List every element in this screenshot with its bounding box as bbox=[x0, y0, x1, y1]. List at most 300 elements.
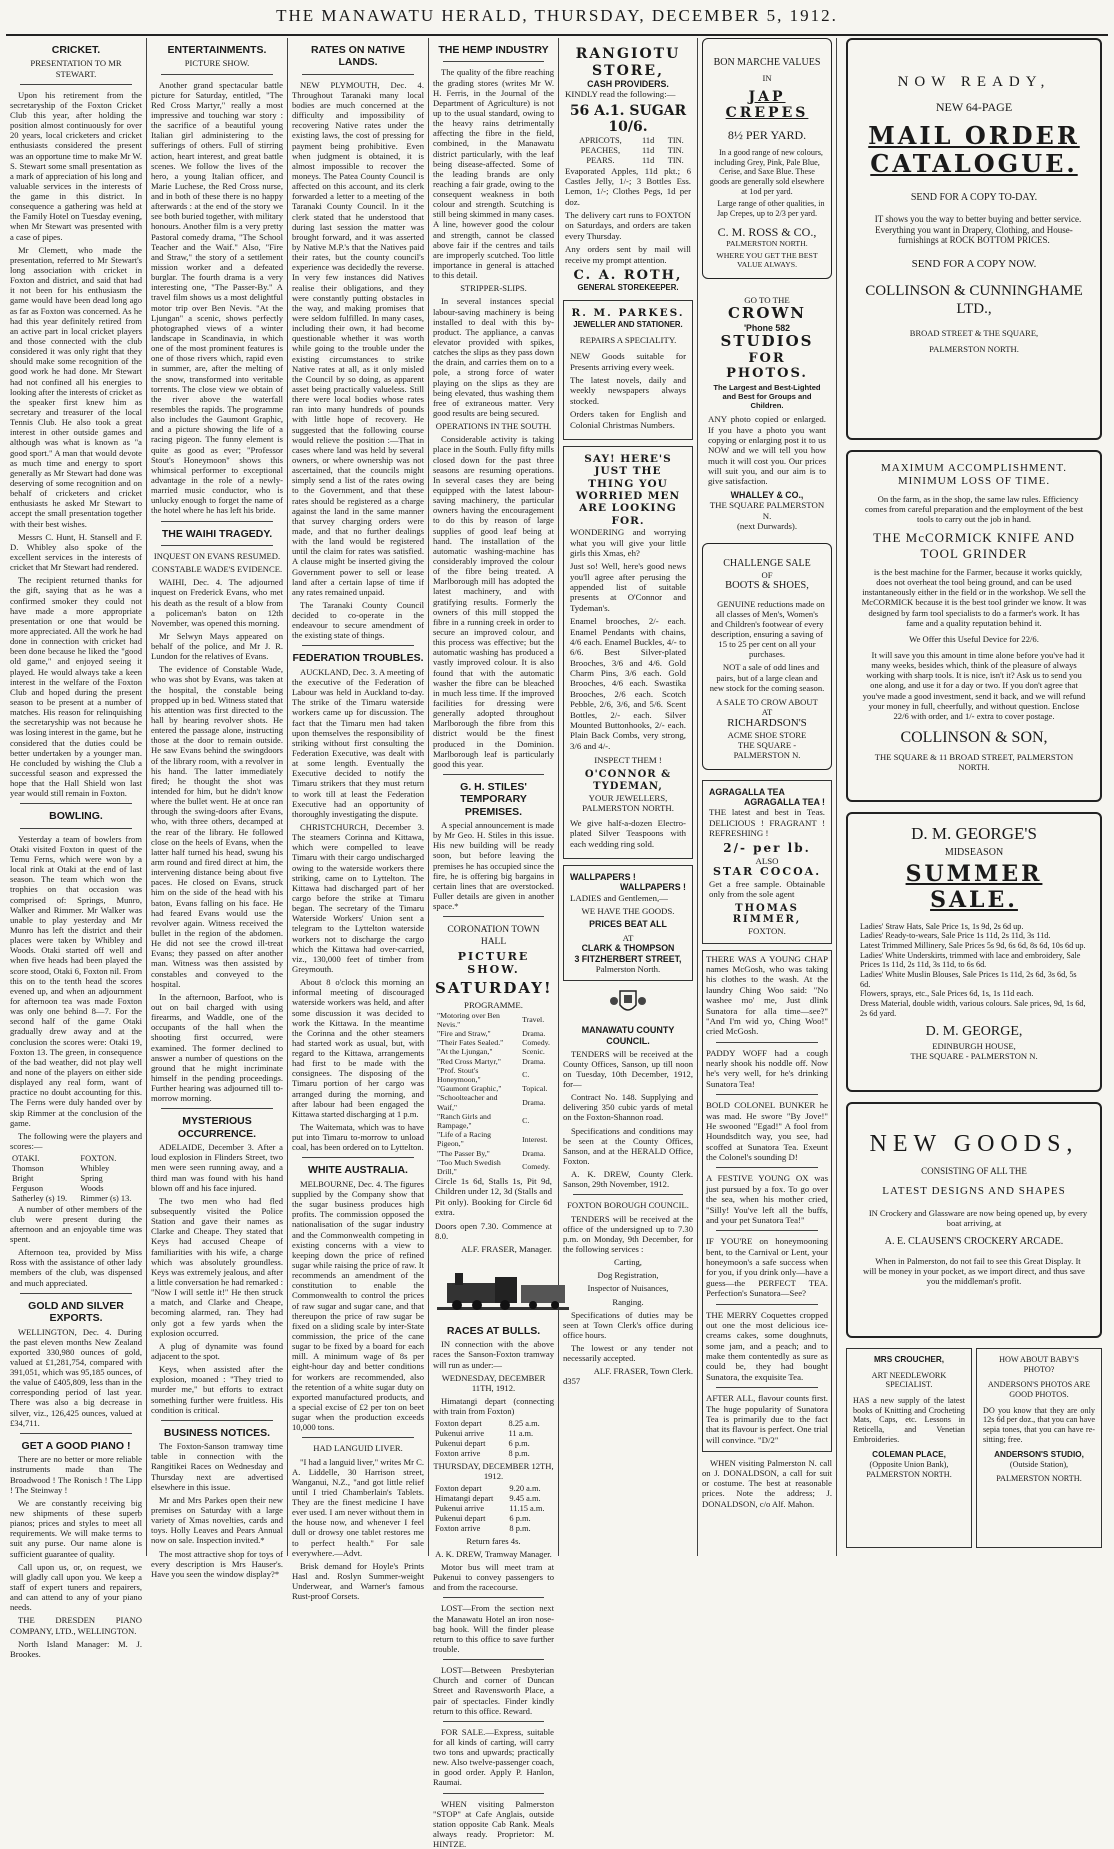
white-australia-paragraph: MELBOURNE, Dec. 4. The figures supplied by the Company show that the sugar business produces high profits. The commission opposed the nationalisation of the sugar industry and the Commonwealth competing in existing concerns with a view to keeping down the price of refined sugar while raising the price of raw. It recommends an amendment of the constitution to enable the Commonwealth to control the prices of raw sugar and sugar cane, and that thereupon the price of raw sugar be fixed on a sliding scale by inter-State commission, the price of the cane sugar to be fixed by a board for each mill. A minimum wage of 8s per eight-hour day and better conditions for workers are recommended, also the retention of a white sugar duty on exported manufactured products, and a special excise of £2 per ton on beet sugar when the production exceeds 10,000 tons. bbox=[292, 1178, 424, 1433]
score-cell: Ferguson bbox=[12, 1183, 44, 1193]
programme-type: Topical. bbox=[522, 1084, 548, 1094]
bowling-paragraph: Afternoon tea, provided by Miss Ross with the assistance of other lady members of the club, was dispensed and much appreciated. bbox=[10, 1247, 142, 1288]
parkes-text: NEW Goods suitable for Presents arriving every week. bbox=[570, 351, 686, 372]
borough-item: Ranging. bbox=[612, 1296, 644, 1307]
challenge-slogan: A SALE TO CROW ABOUT bbox=[716, 696, 818, 707]
separator bbox=[443, 1659, 544, 1660]
catalogue-text: IT shows you the way to better buying and better service. Everything you want in Drapery, Clothing, and House-furnishings at ROCK BOTTOM PRICES. bbox=[874, 214, 1082, 246]
score-cell: Woods bbox=[80, 1183, 104, 1193]
coronation-title: CORONATION TOWN HALL bbox=[447, 925, 540, 947]
catalogue-title: CATALOGUE. bbox=[870, 149, 1078, 179]
donaldson-ad: WHEN visiting Palmerston N. call on J. DONALDSON, a call for suit or costume. The best at reasonable prices. Note the address; J. DONALDSON, c/o Alf. Mahon. bbox=[702, 1458, 832, 1509]
agragalla-place: FOXTON. bbox=[748, 926, 786, 937]
sunatora-limerick: AFTER ALL, flavour counts first. The huge popularity of Sunatora Tea is primarily due to the fact that its flavour is perfect. One trial will convince. "D/2" bbox=[706, 1393, 828, 1445]
council-signature: A. K. DREW, County Clerk. Sanson, 29th November, 1912. bbox=[563, 1169, 693, 1190]
coronation-times: Doors open 7.30. Commence at 8.0. bbox=[435, 1220, 552, 1241]
mysterious-paragraph: Keys, when assisted after the explosion, moaned : "They tried to murder me," but efforts to extract something further were fruitless. His condition is critical. bbox=[151, 1364, 283, 1415]
federation-paragraph: AUCKLAND, Dec. 3. A meeting of the executive of the Federation of Labour was held in Auckland to-day. The strike of the Timaru waterside workers came up for discussion. The fact that the Timaru men had taken upon themselves the responsibility of striking without first consulting the Federation Executive, was dealt with at some length. Eventually the Executive decided to notify the Timaru strikers that they must return to work till at least the Federation Executive had an opportunity of thoroughly investigating the dispute. bbox=[292, 666, 424, 819]
wallpapers-ad bbox=[563, 865, 693, 981]
programme-title: "Their Fates Sealed." bbox=[437, 1038, 504, 1048]
classified-cafe: WHEN visiting Palmerston "STOP" at Cafe Anglais, outside station opposite Cab Rank. Meals always ready. Proprietor: M. HINTZE. bbox=[433, 1798, 554, 1849]
programme-type: C. bbox=[522, 1070, 530, 1080]
borough-heading: FOXTON BOROUGH COUNCIL. bbox=[567, 1200, 689, 1211]
sunatora-limerick: PADDY WOFF had a cough nearly shook his noddle off. Now he's very well, for he's drinking Sunatora Tea! bbox=[706, 1047, 828, 1089]
column-3 bbox=[288, 38, 428, 1602]
rangiotu-text: Evaporated Apples, 11d pkt.; 6 Castles Jelly, 1/-; 3 Bottles Ess. Lemon, 1/-; Clothes Pegs, 1d per doz. bbox=[565, 165, 691, 207]
scores-header: FOXTON. bbox=[80, 1154, 117, 1164]
wallpapers-place: Palmerston North. bbox=[595, 963, 661, 974]
races-heading: RACES AT BULLS. bbox=[446, 1324, 541, 1337]
challenge-title: BOOTS & SHOES, bbox=[725, 580, 809, 592]
programme-type: Interest. bbox=[522, 1134, 548, 1144]
agragalla-also: ALSO bbox=[755, 855, 779, 866]
piano-heading: GET A GOOD PIANO ! bbox=[21, 1439, 131, 1452]
borough-signature: ALF. FRASER, Town Clerk. bbox=[593, 1366, 693, 1377]
bowling-scores-table bbox=[10, 1154, 142, 1204]
hemp-paragraph: The quality of the fibre reaching the grading stores (writes Mr W. H. Ferris, in the Journal of the Department of Agriculture) is not up to the usual standard, owing to the heavy rains detrimentally affecting the fibre in the field, combined, in the Manawatu district particularly, with the leaf being disease-affected. Some of the leading brands are only reaching a fair grade, owing to the consequent weakness in both colour and strength. Scutching is still being skimmed in many cases. A line, however good the colour and strength, cannot be classed above fair if the centres and tails are improperly scutched. Too little importance in general is attached to this detail. bbox=[433, 67, 554, 281]
timetable-time: 9.20 a.m. bbox=[509, 1484, 541, 1494]
council-paragraph: Contract No. 148. Supplying and delivering 350 cubic yards of metal on the Foxton-Shannon road. bbox=[563, 1092, 693, 1123]
separator bbox=[443, 774, 544, 775]
timetable-stop: Pukenui arrive bbox=[435, 1429, 485, 1439]
george-item: Ladies' Straw Hats, Sale Price 1s, 1s 9d, 2s 6d up. bbox=[860, 921, 1024, 931]
clausen-text: IN Crockery and Glassware are now being opened up, by every boat arriving, at bbox=[868, 1207, 1088, 1229]
programme-title: "Ranch Girls and Rampage," bbox=[437, 1111, 491, 1130]
score-cell: Satherley (s) 19. bbox=[12, 1193, 68, 1203]
sunatora-limerick: BOLD COLONEL BUNKER he was mad. He swore "By Jove!" He swooned "Egad!" A fool from Houndsditch way, you see, had scoffed at Sunatora Tea. Exeunt the Colonel's sounding D! bbox=[706, 1100, 828, 1163]
clausen-text: When in Palmerston, do not fail to see this Great Display. It will be money in your pocket, as we import direct, and thus save you the middleman's profit. bbox=[863, 1255, 1085, 1287]
separator bbox=[20, 1433, 132, 1434]
mccormick-text: It will save you this amount in time alone before you've had it many weeks, besides which, think of the pleasure of always working with sharp tools. It is nice, isn't it? Ask us to send you one along, and use it for a day or two. If you don't agree that you've made a good investment, send it back, and we will refund your money in full, cheerfully, and without question. Enclose 22/6 with order, and 1/- extra to cover postage. bbox=[862, 650, 1086, 721]
borough-item: Dog Registration, bbox=[597, 1270, 659, 1281]
wallpapers-address: 3 FITZHERBERT STREET, bbox=[574, 953, 682, 964]
george-signature: D. M. GEORGE, bbox=[925, 1024, 1023, 1040]
programme-title: "Life of a Racing Pigeon," bbox=[437, 1130, 492, 1149]
george-item: Latest Trimmed Millinery, Sale Prices 5s 9d, 6s 6d, 8s 6d, 10s 6d up. bbox=[860, 941, 1086, 951]
timetable-stop: Foxton arrive bbox=[435, 1523, 481, 1533]
timetable-stop: Foxton arrive bbox=[435, 1448, 481, 1458]
coronation-picture-show: PICTURE SHOW. bbox=[457, 949, 530, 976]
mccormick-text: On the farm, as in the shop, the same law rules. Efficiency comes from careful preparation and the employment of the best tools to carry out the job in hand. bbox=[864, 493, 1084, 525]
waihi-subheading: INQUEST ON EVANS RESUMED. bbox=[153, 550, 281, 561]
programme-title: "Gaumont Graphic," bbox=[437, 1084, 502, 1094]
separator bbox=[443, 1721, 544, 1722]
programme-type: Comedy. bbox=[522, 1162, 550, 1172]
federation-paragraph: The Waitemata, which was to have put into Timaru to-morrow to unload coal, has been ordered on to Lyttelton. bbox=[292, 1122, 424, 1153]
parkes-text: The latest novels, daily and weekly newspapers always stocked. bbox=[570, 375, 686, 406]
anderson-ad bbox=[976, 1348, 1102, 1548]
score-cell: Rimmer (s) 13. bbox=[80, 1193, 132, 1203]
timetable-time: 8 p.m. bbox=[508, 1448, 530, 1458]
price-item: APRICOTS, bbox=[579, 135, 622, 145]
programme-type: Comedy. bbox=[522, 1038, 550, 1048]
bon-marche-title: JAP CREPES bbox=[725, 88, 809, 122]
column-5 bbox=[559, 38, 697, 1556]
races-paragraph: Himatangi depart (connecting with train from Foxton) bbox=[433, 1395, 554, 1417]
agragalla-ad bbox=[702, 780, 832, 944]
timetable-time: 8 p.m. bbox=[509, 1523, 531, 1533]
catalogue-subheading: NEW 64-PAGE bbox=[935, 99, 1013, 114]
borough-item: Inspector of Nuisances, bbox=[587, 1283, 669, 1294]
coat-of-arms-icon bbox=[608, 987, 648, 1019]
mccormick-title: THE McCORMICK KNIFE AND TOOL GRINDER bbox=[873, 530, 1075, 561]
agragalla-heading: AGRAGALLA TEA ! bbox=[744, 796, 825, 807]
bowling-paragraph: A number of other members of the club were present during the afternoon and an enjoyable time was spent. bbox=[10, 1203, 142, 1245]
bon-marche-ad bbox=[702, 38, 832, 279]
rangiotu-text: The delivery cart runs to FOXTON on Saturdays, and orders are taken every Thursday. bbox=[565, 210, 691, 241]
wallpapers-text: AT bbox=[622, 932, 634, 943]
separator bbox=[716, 1304, 818, 1305]
price-value: 11d bbox=[642, 145, 655, 155]
crown-studios-ad bbox=[702, 289, 832, 538]
timetable-stop: Foxton depart bbox=[435, 1419, 482, 1429]
waihi-paragraph: In the afternoon, Barfoot, who is out on bail charged with using firearms, and Waddle, one of the occupants of the hall when the shooting first occurred, were examined. The former declined to answer a number of questions on the ground that he might incriminate himself in the pending proceedings. Further hearing was adjourned till to-morrow morning. bbox=[151, 991, 283, 1104]
anderson-place: PALMERSTON NORTH. bbox=[996, 1473, 1082, 1483]
mccormick-ad bbox=[846, 450, 1102, 802]
price-unit: TIN. bbox=[667, 135, 684, 145]
timetable-stop: Himatangi depart bbox=[435, 1494, 494, 1504]
timetable-stop: Pukenui depart bbox=[435, 1513, 486, 1523]
programme-type: C. bbox=[522, 1116, 530, 1126]
timetable-time: 8.25 a.m. bbox=[508, 1419, 540, 1429]
mysterious-paragraph: ADELAIDE, December 3. After a loud explosion in Flinders Street, two men were seen running away, and a third man was found with his hand blown off and his face injured. bbox=[151, 1142, 283, 1193]
sunatora-limerick: THE MERRY Coquettes cropped out one the most delicious ice-creams cakes, some doughnuts, some jam, and a peach; and to make them contentedly as sure as could be, they had bought Sunatora, the exquisite Tea. bbox=[706, 1309, 828, 1382]
council-heading: MANAWATU COUNTY COUNCIL. bbox=[581, 1025, 675, 1046]
cricket-subheading: PRESENTATION TO MR STEWART. bbox=[30, 58, 122, 79]
sunatora-limerick: THERE WAS A YOUNG CHAP names McGosh, who was taking his clothes to the wash. At the laundry Ching Woo said: "No washee mo' me, Just dlink Sunatora for alla time—see?" "And I'm wid yo, Ching Woo!" cried McGosh. bbox=[706, 953, 828, 1037]
wallpapers-text: PRICES BEAT ALL bbox=[589, 919, 667, 930]
hemp-paragraph: In several instances special labour-saving machinery is being installed to deal with this by-product. The appliance, a canvas elevator provided with spikes, catches the slips as they pass down the drain, and carries them on to a pole, a strong force of water playing on the slips as they are being elevated, thus washing them free of extraneous matter. Very good results are being secured. bbox=[433, 296, 554, 419]
programme-type: Scenic. bbox=[522, 1047, 545, 1057]
business-paragraph: The Foxton-Sanson tramway time table in connection with the Rangitikei Races on Wednesday and Thursday next are advertised elsewhere in this issue. bbox=[151, 1441, 283, 1492]
challenge-sale-ad bbox=[702, 543, 832, 769]
stiles-heading: G. H. STILES' TEMPORARY PREMISES. bbox=[460, 780, 527, 818]
rangiotu-text: Any orders sent by mail will receive my prompt attention. bbox=[565, 244, 691, 265]
separator bbox=[573, 1194, 683, 1195]
anderson-subheading: ANDERSON'S PHOTOS ARE GOOD PHOTOS. bbox=[987, 1380, 1091, 1400]
separator bbox=[443, 916, 544, 917]
parkes-ad bbox=[563, 300, 693, 440]
bowling-heading: BOWLING. bbox=[49, 810, 103, 823]
borough-code: d357 bbox=[563, 1376, 581, 1387]
timetable-stop: Foxton depart bbox=[435, 1484, 482, 1494]
oconnor-text: We give half-a-dozen Electro-plated Silver Teaspoons with each wedding ring sold. bbox=[570, 817, 686, 849]
programme-type: Drama. bbox=[522, 1148, 546, 1158]
croucher-address: COLEMAN PLACE, bbox=[872, 1450, 946, 1460]
mysterious-heading: MYSTERIOUS OCCURRENCE. bbox=[177, 1115, 257, 1140]
timetable-time: 11 a.m. bbox=[508, 1429, 534, 1439]
crown-studios: STUDIOS bbox=[720, 331, 814, 350]
separator bbox=[716, 1387, 818, 1388]
separator bbox=[161, 74, 273, 75]
parkes-subtitle: JEWELLER AND STATIONER. bbox=[573, 319, 683, 329]
george-item: Flowers, sprays, etc., Sale Prices 6d, 1s, 1s 11d each. bbox=[860, 989, 1034, 999]
timetable-time: 11.15 a.m. bbox=[509, 1503, 545, 1513]
george-title: SUMMER SALE. bbox=[905, 860, 1043, 913]
challenge-signature: RICHARDSON'S bbox=[727, 717, 807, 730]
challenge-text: NOT a sale of odd lines and pairs, but of a large clean and new stock for the coming season. bbox=[709, 662, 825, 693]
rates-paragraph: NEW PLYMOUTH, Dec. 4. Throughout Taranaki many local bodies are much concerned at the difficulty and impossibility of recovering Native rates under the existing laws, the cost of pressing for payment being prohibitive. Even when judgment is obtained, it is almost impossible to recover the moneys. The Patea County Council is affected on this account, and its clerk forwarded a letter to a meeting of the Taranaki County Council. In it the clerk stated that he understood that during last session the matter was brought forward, and it was asserted by Native M.P.'s that the Natives paid their rates, but the county council's experience was decidedly the reverse. In very few instances did Natives realise their obligations, and they were constantly putting obstacles in the way, and making promises that were seldom fulfilled. In many cases, including their own, it had become questionable whether it was worth while going to the trouble under the existing circumstances to strike Native rates at all, as it only misled the Council by so doing, as apparent asset being practically valueless. Still there were local bodies whose rates ran into many hundreds of pounds with little hope of recovery. He suggested that the following course would relieve the position :—That in cases where land was held by several owners, or where ownership was not ascertained, that the councils might simply send a list of the rates owing to the Government, and that these rates should be registered as a charge against the land in the same manner that survey charging orders were made, and that no further dealings with the land would be registered until the claim for rates was satisfied. A clause might be inserted giving the Government power to sell or lease land after a certain lapse of time if any rates remained unpaid. bbox=[292, 79, 424, 597]
croucher-subheading: ART NEEDLEWORK bbox=[871, 1370, 947, 1380]
hemp-paragraph: Considerable activity is taking place in the South. Fully fifty mills closed down for the past three seasons are resuming operations. In several cases they are being equipped with the latest labour-saving machinery, the particular owners having the encouragement to do this by reason of large supplies of good leaf being at hand. The installation of the automatic washing-machine has considerably improved the colour of the fibre being treated. A Marlborough mill has adopted the latest machinery, and with gratifying results. Formerly the owners of this mill stopped the fibre in a running creek in order to secure an improved colour, and this process was effective; but the automatic washing has produced a vastly improved colour. It is also found that with the automatic washer the fibre can be bleached in much less time. If the improved facilities for dressing were generally adopted throughout Marlborough the fibre from this district would be the finest produced in the Dominion. Marlborough leaf is particularly good this year. bbox=[433, 434, 554, 769]
waihi-paragraph: Mr Selwyn Mays appeared on behalf of the police, and Mr J. R. Lundon for the relatives of Evans. bbox=[151, 630, 283, 662]
catalogue-send-now: SEND FOR A COPY NOW. bbox=[911, 258, 1037, 271]
borough-paragraph: TENDERS will be received at the office of the undersigned up to 7.30 p.m. on Monday, 9th December, for the following services : bbox=[563, 1213, 693, 1254]
federation-paragraph: About 8 o'clock this morning an informal meeting of discouraged waterside workers was held, and after some discussion it was decided to work the Kittawa. In the meantime the Corinna and the other steamers had started work as usual, but, with regard to the Kittawa, arrangements had first to be made with the consignees. The disposing of the Timaru portion of her cargo was arranged during the morning, and after labour had been engaged the Kittawa started discharging at 1 p.m. bbox=[292, 977, 424, 1119]
programme-title: "Schoolteacher and Waif," bbox=[437, 1093, 498, 1112]
oconnor-place: PALMERSTON NORTH. bbox=[582, 803, 674, 814]
anderson-note: (Outside Station), bbox=[1009, 1460, 1069, 1470]
gold-heading: GOLD AND SILVER EXPORTS. bbox=[28, 1299, 124, 1325]
column-4 bbox=[429, 38, 558, 1849]
separator bbox=[443, 61, 544, 62]
entertainments-heading: ENTERTAINMENTS. bbox=[167, 44, 267, 56]
races-date: THURSDAY, DECEMBER 12TH, 1912. bbox=[433, 1460, 554, 1481]
crown-pre: GO TO THE bbox=[744, 294, 790, 305]
timetable-time: 6 p.m. bbox=[509, 1513, 531, 1523]
george-subheading: MIDSEASON bbox=[944, 847, 1004, 859]
anderson-heading: HOW ABOUT BABY'S PHOTO? bbox=[999, 1355, 1079, 1374]
column-2 bbox=[147, 38, 287, 1579]
rangiotu-ad bbox=[563, 44, 693, 294]
george-place: THE SQUARE - PALMERSTON N. bbox=[910, 1051, 1038, 1062]
separator bbox=[302, 1437, 414, 1438]
column-1 bbox=[6, 38, 146, 1659]
programme-title: "Too Much Swedish Drill," bbox=[437, 1157, 501, 1176]
timetable-time: 6 p.m. bbox=[508, 1439, 530, 1449]
oconnor-text: Just so! Well, here's good news you'll agree after perusing the appended list of suitable presents at O'Connor and Tydeman's. bbox=[570, 561, 686, 613]
challenge-heading: CHALLENGE SALE bbox=[723, 558, 811, 570]
separator bbox=[443, 1597, 544, 1598]
price-item: PEARS. bbox=[586, 155, 615, 165]
timetable-stop: Pukenui arrive bbox=[435, 1503, 485, 1513]
croucher-heading: MRS CROUCHER, bbox=[873, 1355, 945, 1364]
waihi-subheading: CONSTABLE WADE'S EVIDENCE. bbox=[151, 564, 283, 575]
wallpapers-shop: CLARK & THOMPSON bbox=[581, 943, 675, 954]
piano-paragraph: North Island Manager: M. J. Brookes. bbox=[10, 1638, 142, 1659]
separator bbox=[161, 1420, 273, 1421]
separator bbox=[20, 84, 132, 85]
coronation-signature: ALF. FRASER, Manager. bbox=[461, 1244, 552, 1255]
borough-item: Carting, bbox=[614, 1257, 642, 1268]
croucher-note: (Opposite Union Bank), bbox=[869, 1460, 949, 1470]
score-cell: Thomson bbox=[12, 1164, 44, 1173]
crown-phone: 'Phone 582 bbox=[743, 322, 791, 333]
bottom-ads-row bbox=[846, 1348, 1102, 1548]
oconnor-inspect: INSPECT THEM ! bbox=[594, 755, 662, 766]
piano-paragraph: THE DRESDEN PIANO COMPANY, LTD., WELLINGTON. bbox=[10, 1615, 142, 1636]
bon-marche-text: In a good range of new colours, including Grey, Pink, Pale Blue, Cerise, and Saxe Blue. These goods are generally sold elsewhere at 1od per yard. bbox=[709, 148, 825, 196]
mccormick-place: THE SQUARE & 11 BROAD STREET, PALMERSTON NORTH. bbox=[874, 751, 1074, 772]
price-item: PEACHES, bbox=[580, 145, 621, 155]
separator bbox=[716, 1167, 818, 1168]
separator bbox=[20, 828, 132, 829]
separator bbox=[161, 545, 273, 546]
races-date: WEDNESDAY, DECEMBER 11TH, 1912. bbox=[441, 1372, 546, 1393]
programme-type: Drama. bbox=[522, 1029, 546, 1039]
council-paragraph: Specifications and conditions may be seen at the County Offices, Sanson, and at the HERALD Office, Foxton. bbox=[563, 1125, 693, 1166]
george-item: Ladies' Ready-to-wears, Sale Price 1s 11d, 2s 11d, 3s 11d. bbox=[860, 931, 1051, 941]
croucher-ad bbox=[846, 1348, 972, 1548]
crown-place: THE SQUARE PALMERSTON N. bbox=[709, 500, 825, 521]
races-paragraph: Motor bus will meet tram at Pukenui to convey passengers to and from the racecourse. bbox=[433, 1561, 554, 1593]
masthead: THE MANAWATU HERALD, THURSDAY, DECEMBER 5, 1912. bbox=[276, 6, 838, 25]
wallpapers-text: LADIES and Gentlemen,— bbox=[570, 892, 668, 903]
george-item: Ladies' White Muslin Blouses, Sale Prices 1s 11d, 2s 6d, 3s 6d, 5s 6d. bbox=[860, 970, 1077, 989]
classified-sale: FOR SALE.—Express, suitable for all kinds of carting, will carry two tons and upwards; practically new. Also twelve-passenger coach, in good order. Apply P. Hanlon, Raumai. bbox=[433, 1726, 554, 1788]
agragalla-cocoa: STAR COCOA. bbox=[712, 864, 822, 878]
agragalla-text: Get a free sample. Obtainable only from the sole agent bbox=[709, 878, 825, 900]
liver-paragraph: "I had a languid liver," writes Mr C. A. Liddelle, 30 Harrison street, Wanganui, N.Z., "and got little relief until I tried Chamberlain's Tablets. They are the finest medicine I have ever used. I am never without them in the house now, and whenever I feel dull or drowsy one tablet restores me to perfect health." For sale everywhere.—Advt. bbox=[292, 1456, 424, 1558]
wallpapers-heading: WALLPAPERS ! bbox=[570, 871, 636, 882]
bon-marche-in: IN bbox=[762, 72, 772, 83]
bon-marche-text: Large range of other qualities, in Jap Crepes, up to 2/3 per yard. bbox=[716, 199, 825, 219]
hemp-heading: THE HEMP INDUSTRY bbox=[438, 44, 549, 56]
programme-title: "Fire and Straw," bbox=[437, 1029, 491, 1039]
rangiotu-signature-title: GENERAL STOREKEEPER. bbox=[577, 283, 679, 293]
column-7 bbox=[840, 38, 1108, 1556]
croucher-place: PALMERSTON NORTH. bbox=[866, 1469, 952, 1479]
programme-title: "Motoring over Ben Nevis." bbox=[437, 1010, 500, 1029]
separator bbox=[20, 1293, 132, 1294]
score-cell: Bright bbox=[12, 1173, 34, 1183]
challenge-place: THE SQUARE - PALMERSTON N. bbox=[733, 740, 801, 761]
rangiotu-sugar: 56 A.1. SUGAR 10/6. bbox=[569, 102, 687, 136]
waihi-heading: THE WAIHI TRAGEDY. bbox=[161, 527, 273, 540]
races-paragraph: IN connection with the above races the Sanson-Foxton tramway will run as under:— bbox=[433, 1339, 554, 1370]
bon-marche-place: PALMERSTON NORTH. bbox=[726, 238, 808, 248]
george-item: Ladies' White Underskirts, trimmed with lace and embroidery, Sale Prices 1s 11d, 2s 11d, 3s 11d, to 6s 6d. bbox=[860, 950, 1081, 970]
mccormick-text: is the best machine for the Farmer, because it works quickly, does not overheat the tool being ground, and can be used instantaneously either in the field or in the workshop. We sell the McCORMICK because it is the best tool grinder we know. It was designed by farm tool specialists to do a farmer's work. It has fame and a quality reputation behind it. bbox=[861, 567, 1087, 628]
catalogue-send: SEND FOR A COPY TO-DAY. bbox=[910, 192, 1038, 204]
bon-marche-tagline: WHERE YOU GET THE BEST VALUE ALWAYS. bbox=[716, 251, 818, 270]
george-house: EDINBURGH HOUSE, bbox=[932, 1040, 1016, 1051]
programme-type: Drama. bbox=[522, 1056, 546, 1066]
rangiotu-prices bbox=[565, 136, 691, 166]
coronation-saturday: SATURDAY! bbox=[435, 978, 553, 997]
bon-marche-signature: C. M. ROSS & CO., bbox=[717, 224, 817, 239]
cricket-paragraph: Mr Clemett, who made the presentation, referred to Mr Stewart's long association with cricket in Foxton and district, and said that had it not been for his enthusiasm the game would have been dead long ago as far as Foxton was concerned. As he had this year definitely retired from an active part in local cricket players and those connected with the club considered it was only right that they should make some recognition of the good work he had done. Mr Stewart had not confined all his energies to looking after the interests of cricket as the speaker first knew him as secretary and treasurer of the local Tennis Club. He also took a great interest in other outside games and although was what is known as "a good sport." A man that would devote as much time and energy to sport generally as Mr Stewart had done was deserving of some recognition and on behalf of cricketers and cricket enthusiasts he asked Mr Stewart to accept the small presentation together with their best wishes. bbox=[10, 244, 142, 529]
challenge-of: OF bbox=[761, 570, 773, 581]
cricket-paragraph: Messrs C. Hunt, H. Stansell and F. D. Whibley also spoke of the excellent services in the interests of cricket that Mr Stewart had rendered. bbox=[10, 531, 142, 573]
clausen-heading: NEW GOODS, bbox=[869, 1131, 1079, 1157]
timetable bbox=[433, 1484, 554, 1534]
price-value: 11d bbox=[642, 155, 655, 165]
separator bbox=[716, 1042, 818, 1043]
coronation-ad bbox=[433, 923, 554, 1256]
cricket-paragraph: The recipient returned thanks for the gift, saying that as he was a confirmed smoker they could not have made a more appropriate presentation or one that would be more appreciated. All the work he had done in connection with cricket had been done because he liked the "good old game," and enjoyed seeing it played. He would always take a keen interest in the welfare of the Foxton Club and hoped during the present season to be present at a number of matches. His reason for relinquishing the secretaryship was not because he was losing interest in the game, but he considered that the duties could be better undertaken by a younger man. He concluded by wishing the Club a successful season and expressed the hope that the Hall Shield won last year would still remain in Foxton. bbox=[10, 575, 142, 799]
programme-type: Drama. bbox=[522, 1098, 546, 1108]
programme-title: "Prof. Stout's Honeymoon," bbox=[437, 1065, 481, 1085]
separator bbox=[443, 1793, 544, 1794]
rangiotu-title: RANGIOTU STORE, bbox=[575, 46, 681, 79]
train-illustration bbox=[433, 1267, 573, 1313]
entertainments-subheading: PICTURE SHOW. bbox=[184, 58, 250, 69]
federation-heading: FEDERATION TROUBLES. bbox=[292, 652, 424, 665]
races-signature: A. K. DREW, Tramway Manager. bbox=[435, 1548, 552, 1559]
hemp-subheading: STRIPPER-SLIPS. bbox=[460, 283, 527, 294]
oconnor-text: Enamel brooches, 2/- each. Enamel Pendants with chains, 4/6 each. Enamel Buckles, 4/- to 6/6. Best Silver-plated Brooches, 3/6 and 4/6. Gold Charm Pins, 3/6 each. Gold Brooches, 4/6 each. Swastika Brooches, 2/6 each. Scotch Pebble, 2/6, 3/6, and 5/6. Scent Bottles, 2/- each. Silver Mounted Buttonhooks, 2/- each. Plain Back Combs, very strong, 3/6 and 4/-. bbox=[570, 616, 686, 751]
piano-paragraph: There are no better or more reliable instruments made than The Broadwood ! The Ronisch ! The Lipp ! The Steinway ! bbox=[10, 1454, 142, 1495]
price-value: 11d bbox=[642, 135, 655, 145]
challenge-at: AT bbox=[761, 707, 773, 718]
sunatora-limerick: A FESTIVE YOUNG OX was just pursued by a fox. To go over the sea, when his mother cried, "Silly! You've left all the buffs, and your pet Sunatora Tea!" bbox=[706, 1173, 828, 1225]
bowling-paragraph: The following were the players and scores:— bbox=[10, 1130, 142, 1151]
scores-header: OTAKI. bbox=[12, 1154, 40, 1164]
wallpapers-text: WE HAVE THE GOODS. bbox=[581, 906, 675, 917]
programme-title: "The Passer By," bbox=[437, 1148, 490, 1158]
bon-marche-heading: BON MARCHE VALUES bbox=[713, 57, 821, 68]
timetable bbox=[433, 1419, 554, 1459]
separator bbox=[302, 645, 414, 646]
crown-for: FOR PHOTOS. bbox=[726, 350, 808, 381]
parkes-title: R. M. PARKES. bbox=[571, 307, 685, 320]
separator bbox=[716, 1094, 818, 1095]
council-paragraph: TENDERS will be received at the County Offices, Sanson, up till noon on Tuesday, 10th December, 1912, for— bbox=[563, 1048, 693, 1089]
separator bbox=[20, 803, 132, 804]
crown-title: CROWN bbox=[727, 303, 807, 322]
mysterious-paragraph: A plug of dynamite was found adjacent to the spot. bbox=[151, 1340, 283, 1361]
challenge-store: ACME SHOE STORE bbox=[727, 730, 807, 741]
separator bbox=[161, 1108, 273, 1109]
cricket-paragraph: Upon his retirement from the secretaryship of the Foxton Cricket Club this year, after holding the position almost continuously for over 20 years, local cricketers and cricket enthusiasts considered the present was an opportune time to make Mr W. S. Stewart some small presentation as a mark of appreciation of his long and valuable services in the interests of the game in this district. In consequence a gathering was held at the Family Hotel on Tuesday evening, when Mr Stewart was presented with a case of pipes. bbox=[10, 89, 142, 242]
score-cell: Whibley bbox=[80, 1164, 110, 1173]
gold-paragraph: WELLINGTON, Dec. 4. During the past eleven months New Zealand exported 330,980 ounces of gold, valued at £1,281,754, compared with 391,051, which was 95,185 ounces, of the value of £405,809, less than in the corresponding period of last year. There was also a big decrease in silver, viz., 126,425 ounces, valued at £34,711. bbox=[10, 1326, 142, 1428]
crown-signature: WHALLEY & CO., bbox=[730, 489, 804, 500]
waihi-paragraph: The evidence of Constable Wade, who was shot by Evans, was taken at the hospital, the constable being propped up in bed. Witness stated that his attention was first directed to the hall by hearing revolver shots. He entered the passage alone, instructing those at the door to remain outside. He saw Evans behind the swingdoors of the library room, with a revolver in his hand. The latter immediately fired; he thought the shot was intended for him, but he didn't know where the bullet went. He at once ran through the swing-doors after Evans, who, with three others, decamped at the rear of the library. He followed close on the heels of Evans, when the latter half turned his head, swung his arm round and fired direct at him, the intervening distance being about five paces. He closed on Evans, struck him on the side of the head with his baton, Evans falling on his face. He had feared Evans would use the revolver again. Witness received the bullet in the region of the abdomen. He did not see the crowd ill-treat Evans; they passed on after another man. Witness was then assisted by constables and conveyed to the hospital. bbox=[151, 664, 283, 989]
mccormick-signature: COLLINSON & SON, bbox=[900, 728, 1048, 746]
stiles-paragraph: A special announcement is made by Mr Geo. H. Stiles in this issue. His new building will be ready soon, but before leaving the premises he has occupied since the fire, he is offering big bargains in certain lines that are overstocked. Fuller details are given in another space.* bbox=[433, 820, 554, 912]
catalogue-ad bbox=[846, 38, 1102, 440]
bowling-paragraph: Yesterday a team of bowlers from Otaki visited Foxton in quest of the Temu Ferns, which were won by a local rink at Otaki at the end of last season. The team which won the trophies on that occasion was comprised of: Springs, Munro, Walker and Rimmer. Mr Walker was unable to play yesterday and Mr Munro has left the district and their places were taken by Whibley and Woods. Otaki started off well and when five heads had been played the score stood, Otaki 6, Foxton nil. From this on to the tenth head the scores evened up, and when an adjournment for afternoon tea was made Foxton was only one behind 8—7. For the second half of the game Otaki gradually drew away and at the conclusion the scores were: Otaki 19, Foxton 13. The green, in consequence of the bad weather, did not play well and none of the players on either side displayed any real form, want of practice no doubt accounting for this. The Ferns were duly handed over by skip Rimmer at the conclusion of the game. bbox=[10, 833, 142, 1128]
piano-paragraph: Call upon us, or, on request, we will gladly call upon you. We keep a staff of expert tuners and repairers, and can attend to any of your piano needs. bbox=[10, 1561, 142, 1613]
business-paragraph: Mr and Mrs Parkes open their new premises on Saturday with a large variety of Xmas novelties, cards and toys. Holly Leaves and Pears Annual now on sale. Inspection invited.* bbox=[151, 1494, 283, 1546]
wallpapers-heading: WALLPAPERS ! bbox=[620, 882, 686, 893]
oconnor-ad bbox=[563, 446, 693, 859]
parkes-repairs: REPAIRS A SPECIALITY. bbox=[579, 334, 677, 345]
catalogue-title: MAIL ORDER bbox=[868, 120, 1080, 150]
rangiotu-signature: C. A. ROTH, bbox=[573, 267, 683, 283]
catalogue-heading: NOW READY, bbox=[897, 74, 1051, 90]
agragalla-heading: AGRAGALLA TEA bbox=[709, 786, 785, 797]
coronation-prices: Circle 1s 6d, Stalls 1s, Pit 9d, Children under 12, 3d (Stalls and Pit only). Booking for Circle 6d extra. bbox=[435, 1176, 552, 1218]
business-paragraph: The most attractive shop for toys of every description is Mrs Hauser's. Have you seen the window display?* bbox=[151, 1548, 283, 1579]
timetable-time: 9.45 a.m. bbox=[509, 1494, 541, 1504]
programme-type: Travel. bbox=[522, 1015, 545, 1025]
george-heading: D. M. GEORGE'S bbox=[911, 824, 1037, 843]
score-cell: Spring bbox=[80, 1173, 103, 1183]
oconnor-text: WONDERING and worrying what you will give your little girls this Xmas, eh? bbox=[570, 527, 686, 558]
column-6 bbox=[698, 38, 836, 1556]
oconnor-title: O'CONNOR & TYDEMAN, bbox=[584, 769, 672, 793]
column-divider bbox=[836, 38, 837, 1556]
white-australia-heading: WHITE AUSTRALIA. bbox=[308, 1164, 408, 1177]
liver-paragraph: Brisk demand for Hoyle's Prints Hasl and. Roslyn Summer-weight Underwear, and Warner's famous Rust-proof Corsets. bbox=[292, 1560, 424, 1602]
piano-paragraph: We are constantly receiving big new shipments of these superb pianos; prices and styles to meet all requirements. We will make terms to suit any purse. Our name alone is sufficient guarantee of quality. bbox=[10, 1497, 142, 1559]
rangiotu-text: KINDLY read the following:— bbox=[565, 89, 676, 100]
business-heading: BUSINESS NOTICES. bbox=[163, 1426, 271, 1439]
liver-heading: HAD LANGUID LIVER. bbox=[313, 1443, 403, 1454]
borough-paragraph: Specifications of duties may be seen at Town Clerk's office during office hours. bbox=[563, 1309, 693, 1340]
classified-lost: LOST—Between Presbyterian Church and corner of Duncan Street and Ravensworth Place, a pair of spectacles. Finder kindly return to this office. Reward. bbox=[433, 1665, 554, 1716]
crown-note: (next Durwards). bbox=[736, 520, 798, 531]
oconnor-subtitle: YOUR JEWELLERS, bbox=[588, 793, 668, 804]
programme-title: "Red Cross Martyr," bbox=[437, 1056, 501, 1066]
mccormick-heading: MINIMUM LOSS OF TIME. bbox=[897, 474, 1051, 487]
anderson-signature: ANDERSON'S STUDIO, bbox=[994, 1450, 1084, 1460]
separator bbox=[161, 521, 273, 522]
clausen-ad bbox=[846, 1102, 1102, 1338]
